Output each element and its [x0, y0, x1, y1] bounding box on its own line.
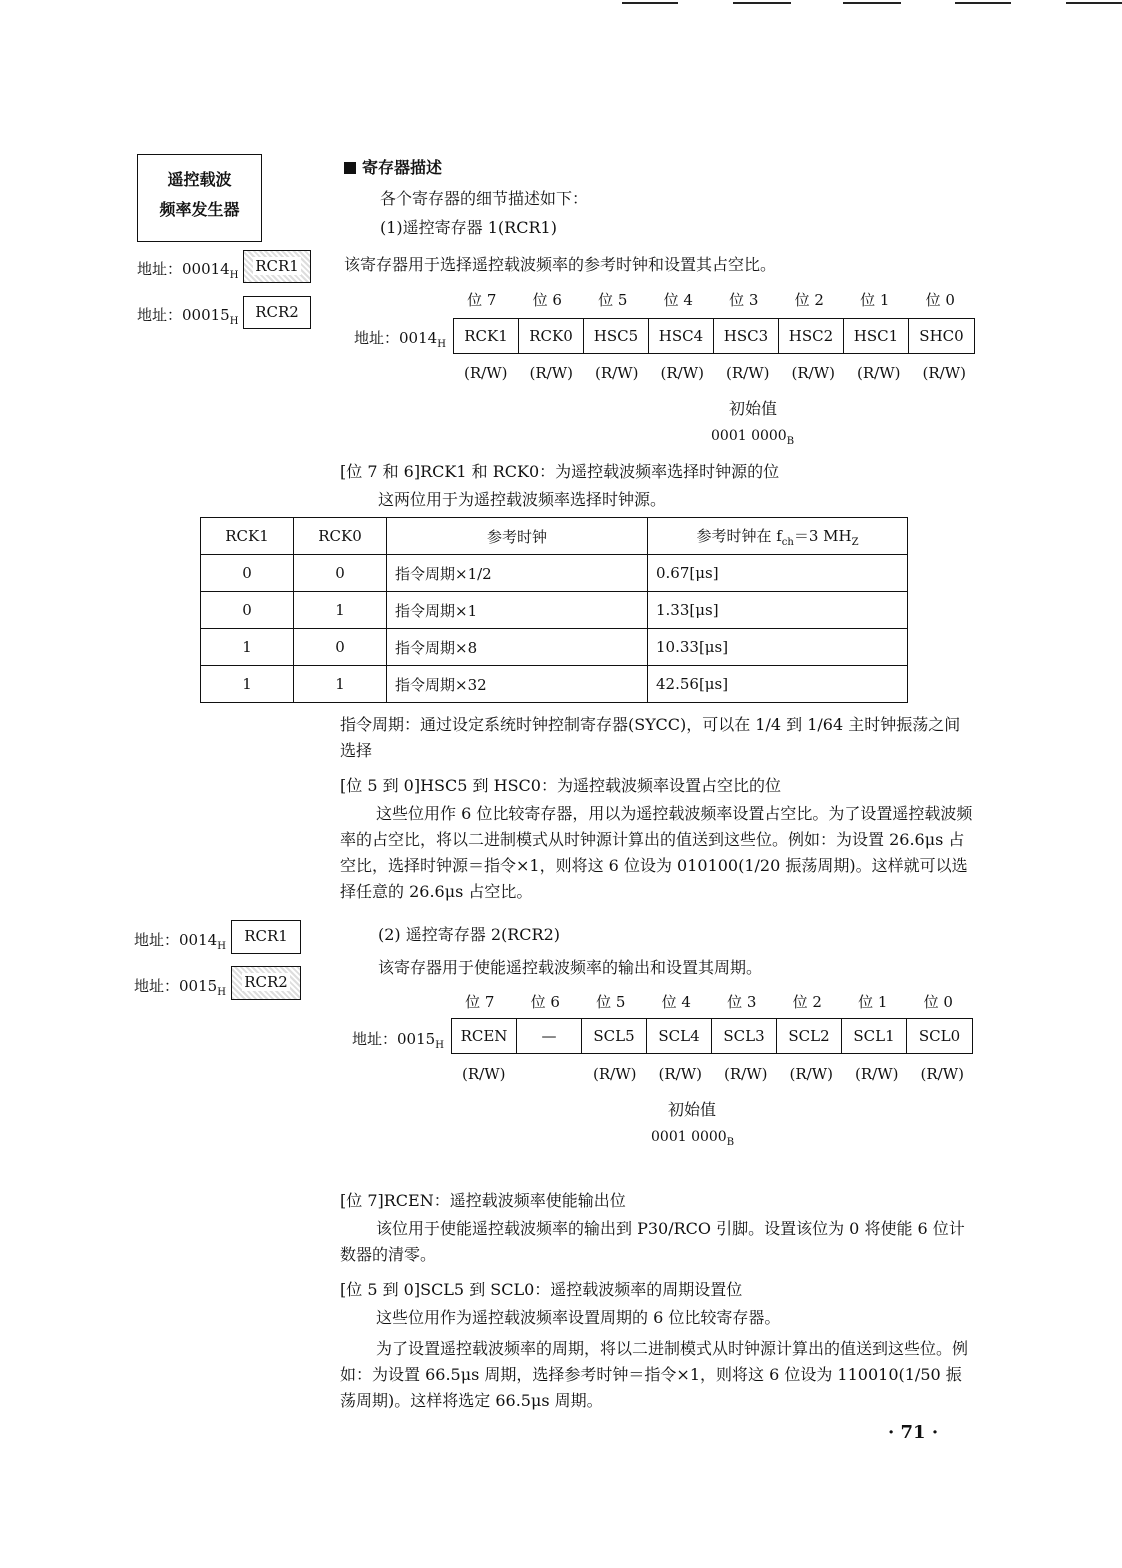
- side-register-box-rcr1: RCR1: [243, 250, 311, 283]
- register-bit-cell: RCEN: [452, 1019, 517, 1053]
- register-bit-cell: HSC2: [779, 319, 844, 353]
- table-cell: 0.67[μs]: [648, 555, 908, 592]
- table-cell: 指令周期×1/2: [387, 555, 648, 592]
- access-label: (R/W): [658, 1065, 702, 1083]
- access-label: (R/W): [724, 1065, 768, 1083]
- rcr2-register-map: [451, 1018, 973, 1054]
- bit-label: 位 0: [923, 993, 953, 1011]
- rcr2-heading: (2) 遥控寄存器 2(RCR2): [378, 925, 561, 944]
- side-register-box-rcr2: RCR2: [231, 966, 301, 1000]
- rcr1-description: 该寄存器用于选择遥控载波频率的参考时钟和设置其占空比。: [344, 255, 777, 274]
- register-bit-cell: SHC0: [919, 327, 964, 345]
- bit-label: 位 6: [532, 291, 562, 309]
- table-header: RCK1: [201, 518, 294, 555]
- rcen-bit-description: 该位用于使能遥控载波频率的输出到 P30/RCO 引脚。设置该位为 0 将使能 6 位计数器的清零。: [340, 1219, 965, 1264]
- bit-label: 位 5: [596, 993, 626, 1011]
- table-cell: 1: [201, 666, 294, 703]
- bit-label: 位 6: [530, 993, 560, 1011]
- table-cell: 指令周期×32: [387, 666, 648, 703]
- table-cell: 10.33[μs]: [648, 629, 908, 666]
- access-label: (R/W): [726, 364, 770, 382]
- table-header-row: [201, 518, 908, 555]
- table-cell: 1: [294, 666, 387, 703]
- rcr2-access-row: [451, 1065, 975, 1083]
- rcr2-initial-label: 初始值: [668, 1100, 717, 1119]
- access-label: [517, 1065, 583, 1083]
- scl-bits-description-1: 这些位用作为遥控载波频率设置周期的 6 位比较寄存器。: [376, 1308, 781, 1327]
- register-bit-cell: SCL4: [647, 1019, 712, 1053]
- side-addr-label: 地址：$0015_H$: [134, 977, 226, 998]
- side-title-line2: 频率发生器: [159, 200, 240, 219]
- instruction-cycle-note: 指令周期：通过设定系统时钟控制寄存器(SYCC)，可以在 1/4 到 1/64 主时钟振荡之间选择: [340, 715, 961, 760]
- register-bit-cell: HSC1: [844, 319, 909, 353]
- square-bullet-icon: [344, 162, 356, 174]
- bit-label: 位 1: [860, 291, 890, 309]
- intro-text: 各个寄存器的细节描述如下：: [380, 189, 589, 208]
- top-rule: [622, 2, 678, 4]
- table-row: [201, 555, 908, 592]
- page-number: · 71 ·: [888, 1422, 939, 1443]
- access-label: (R/W): [857, 364, 901, 382]
- section-heading: 寄存器描述: [344, 155, 442, 178]
- bit-label: 位 5: [598, 291, 628, 309]
- access-label: (R/W): [922, 364, 966, 382]
- top-rule: [955, 2, 1011, 4]
- rcr1-bit-labels: [449, 289, 973, 310]
- table-header: 参考时钟在 $f_{ch}=3$ $MH_Z$: [648, 518, 908, 555]
- register-bit-cell: HSC4: [649, 319, 714, 353]
- table-cell: 1.33[μs]: [648, 592, 908, 629]
- bit-label: 位 0: [925, 291, 955, 309]
- access-label: (R/W): [593, 1065, 637, 1083]
- bit-label: 位 3: [729, 291, 759, 309]
- access-label: (R/W): [791, 364, 835, 382]
- clock-source-table: [200, 517, 908, 703]
- register-bit-cell: SCL0: [918, 1027, 961, 1045]
- table-cell: 指令周期×1: [387, 592, 648, 629]
- access-label: (R/W): [464, 364, 508, 382]
- rcr1-initial-value: 0001 $0000_B$: [711, 428, 795, 447]
- table-cell: 0: [294, 629, 387, 666]
- table-row: [201, 629, 908, 666]
- top-rule: [1066, 2, 1122, 4]
- table-cell: 指令周期×8: [387, 629, 648, 666]
- table-header: 参考时钟: [387, 518, 648, 555]
- access-label: (R/W): [529, 364, 573, 382]
- table-row: [201, 666, 908, 703]
- rcr1-initial-label: 初始值: [729, 399, 778, 418]
- register-bit-cell: RCK0: [519, 319, 584, 353]
- access-label: (R/W): [789, 1065, 833, 1083]
- side-addr-label: 地址：$0014_H$: [134, 931, 226, 952]
- top-rule: [733, 2, 791, 4]
- table-row: [201, 592, 908, 629]
- rcr2-description: 该寄存器用于使能遥控载波频率的输出和设置其周期。: [378, 958, 763, 977]
- side-register-box-rcr2: RCR2: [243, 296, 311, 329]
- register-bit-cell: RCK1: [454, 319, 519, 353]
- rcr2-bit-labels: [447, 991, 971, 1012]
- scl-bits-title: [位 5 到 0]SCL5 到 SCL0：遥控载波频率的周期设置位: [340, 1280, 743, 1299]
- bit-label: 位 7: [465, 993, 495, 1011]
- bit-label: 位 1: [858, 993, 888, 1011]
- bit-label: 位 3: [727, 993, 757, 1011]
- register-bit-cell: HSC3: [714, 319, 779, 353]
- table-cell: 1: [294, 592, 387, 629]
- access-label: (R/W): [660, 364, 704, 382]
- register-bit-cell: SCL3: [712, 1019, 777, 1053]
- rcr2-address-label: 地址：$0015_H$: [352, 1030, 444, 1051]
- register-bit-cell: SCL5: [582, 1019, 647, 1053]
- bit-label: 位 7: [467, 291, 497, 309]
- table-cell: 42.56[μs]: [648, 666, 908, 703]
- table-cell: 0: [201, 592, 294, 629]
- hsc-bits-title: [位 5 到 0]HSC5 到 HSC0：为遥控载波频率设置占空比的位: [340, 776, 781, 795]
- bit76-description: 这两位用于为遥控载波频率选择时钟源。: [378, 490, 667, 509]
- register-bit-cell: SCL2: [777, 1019, 842, 1053]
- bit-label: 位 2: [792, 993, 822, 1011]
- scl-bits-description-2: 为了设置遥控载波频率的周期，将以二进制模式从时钟源计算出的值送到这些位。例如：为设置 66.5μs 周期，选择参考时钟＝指令×1，则将这 6 位设为 110010(1/50 振荡周期)。这样将选定 66.5μs 周期。: [340, 1339, 969, 1410]
- hsc-bits-description: 这些位用作 6 位比较寄存器，用以为遥控载波频率设置占空比。为了设置遥控载波频率的占空比，将以二进制模式从时钟源计算出的值送到这些位。例如：为设置 26.6μs 占空比，选择时钟源＝指令×1，则将这 6 位设为 010100(1/20 振荡周期)。这样就可以选择任意的 26.6μs 占空比。: [340, 804, 973, 901]
- bit76-title: [位 7 和 6]RCK1 和 RCK0：为遥控载波频率选择时钟源的位: [340, 462, 780, 481]
- register-bit-cell: HSC5: [584, 319, 649, 353]
- rcen-bit-title: [位 7]RCEN：遥控载波频率使能输出位: [340, 1191, 626, 1210]
- access-label: (R/W): [595, 364, 639, 382]
- table-cell: 1: [201, 629, 294, 666]
- side-title-box: [137, 154, 262, 242]
- bit-label: 位 2: [794, 291, 824, 309]
- rcr1-heading: (1)遥控寄存器 1(RCR1): [380, 218, 557, 237]
- bit-label: 位 4: [661, 993, 691, 1011]
- table-cell: 0: [201, 555, 294, 592]
- register-bit-cell: —: [517, 1019, 582, 1053]
- table-header: RCK0: [294, 518, 387, 555]
- access-label: (R/W): [855, 1065, 899, 1083]
- side-addr-label: 地址：$00014_H$: [137, 260, 239, 281]
- rcr1-access-row: [453, 364, 977, 382]
- side-title-line1: 遥控载波: [167, 170, 232, 189]
- rcr1-register-map: [453, 318, 975, 354]
- register-bit-cell: SCL1: [842, 1019, 907, 1053]
- access-label: (R/W): [920, 1065, 964, 1083]
- bit-label: 位 4: [663, 291, 693, 309]
- top-rule: [843, 2, 901, 4]
- table-cell: 0: [294, 555, 387, 592]
- rcr2-initial-value: 0001 $0000_B$: [651, 1129, 735, 1148]
- side-addr-label: 地址：$00015_H$: [137, 306, 239, 327]
- rcr1-address-label: 地址：$0014_H$: [354, 329, 446, 350]
- side-register-box-rcr1: RCR1: [231, 920, 301, 954]
- access-label: (R/W): [462, 1065, 506, 1083]
